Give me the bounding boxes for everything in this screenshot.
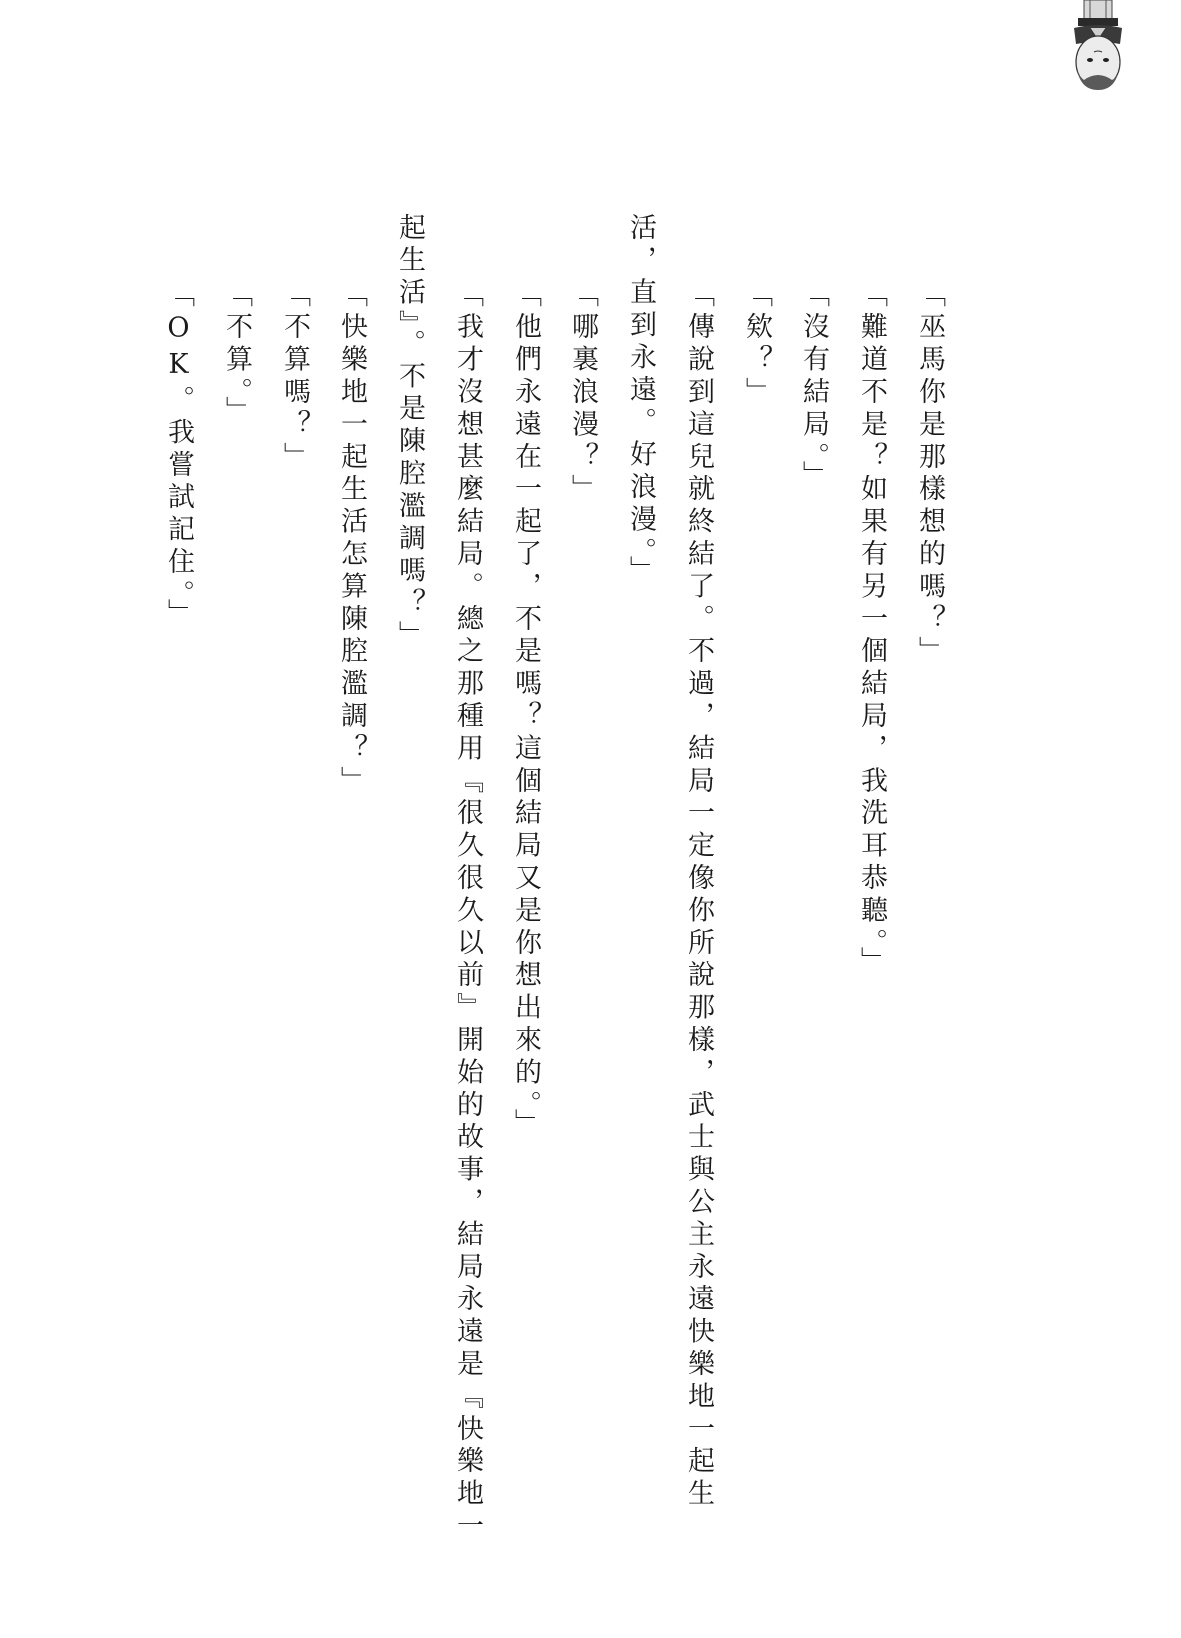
- dialogue-line: 「欸？」: [741, 280, 772, 410]
- dialogue-line: 「傳說到這兒就終結了。不過，結局一定像你所說那樣，武士與公主永遠快樂地一起生: [683, 280, 714, 1512]
- dialogue-line-continued: 活，直到永遠。好浪漫。」: [625, 213, 656, 589]
- dialogue-line: 「哪裏浪漫？」: [567, 280, 598, 507]
- dialogue-line: 「不算嗎？」: [279, 280, 310, 475]
- character-illustration-icon: [1068, 0, 1128, 92]
- dialogue-line: 「沒有結局。」: [798, 280, 829, 494]
- dialogue-line: 「我才沒想甚麼結局。總之那種用『很久很久以前』開始的故事，結局永遠是『快樂地一: [452, 280, 483, 1544]
- dialogue-line: 「OK。我嘗試記住。」: [163, 280, 194, 631]
- dialogue-line-continued: 起生活』。不是陳腔濫調嗎？」: [394, 213, 425, 654]
- dialogue-line: 「快樂地一起生活怎算陳腔濫調？」: [336, 280, 367, 799]
- dialogue-line: 「他們永遠在一起了，不是嗎？這個結局又是你想出來的。」: [510, 280, 541, 1142]
- dialogue-line: 「難道不是？如果有另一個結局，我洗耳恭聽。」: [856, 280, 887, 980]
- dialogue-line: 「不算。」: [221, 280, 252, 429]
- dialogue-line: 「巫馬你是那樣想的嗎？」: [914, 280, 945, 669]
